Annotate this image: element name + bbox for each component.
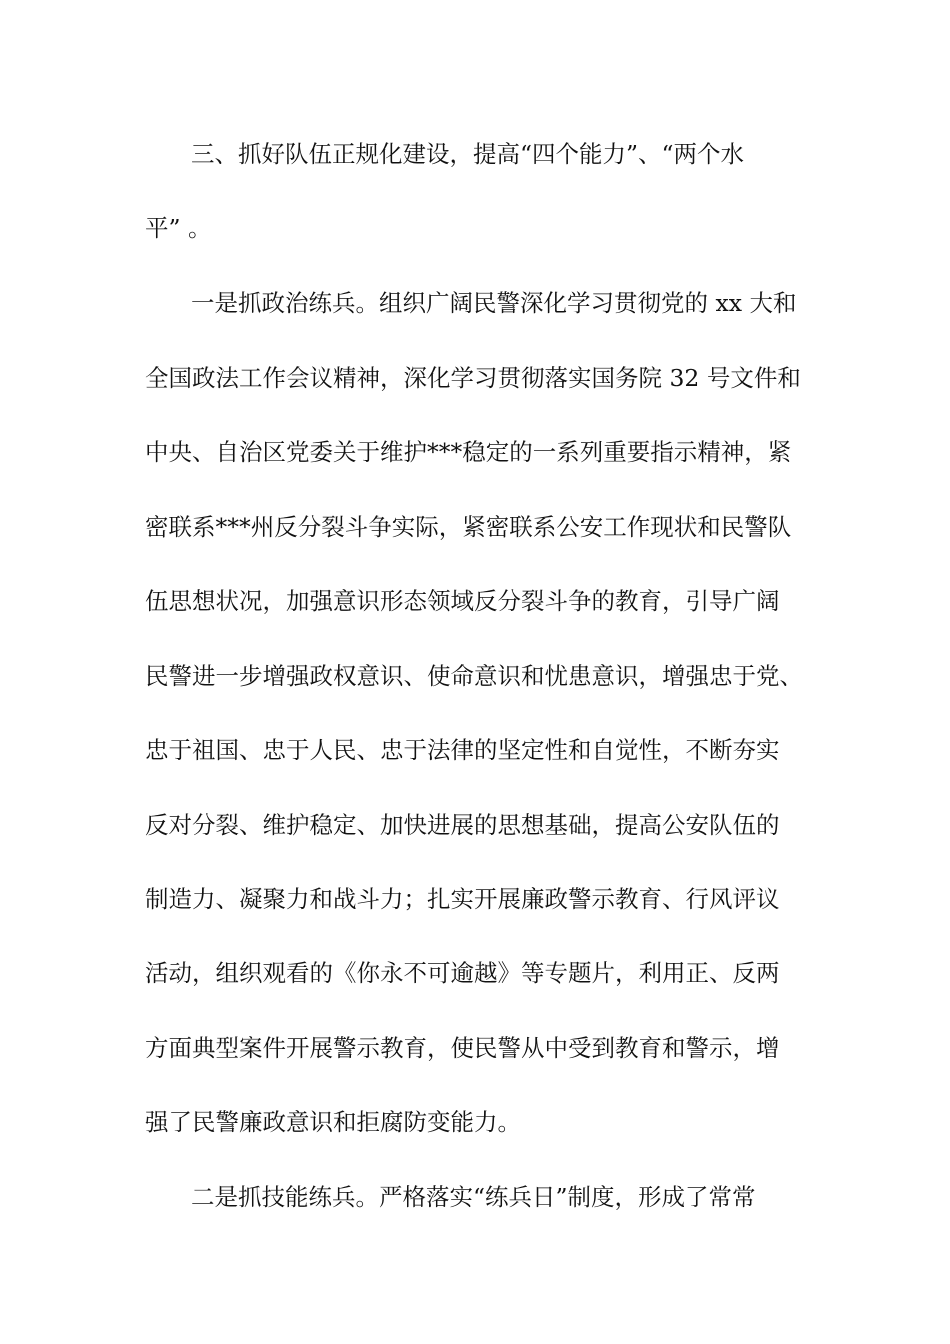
paragraph-1-line-11: 方面典型案件开展警示教育，使民警从中受到教育和警示，增: [145, 1034, 780, 1062]
paragraph-1-line-12: 强了民警廉政意识和拒腐防变能力。: [145, 1108, 521, 1136]
paragraph-1-line-4: 密联系***州反分裂斗争实际，紧密联系公安工作现状和民警队: [145, 513, 792, 541]
paragraph-1-line-1: 一是抓政治练兵。组织广阔民警深化学习贯彻党的 xx 大和: [191, 289, 797, 317]
paragraph-1-line-5: 伍思想状况，加强意识形态领域反分裂斗争的教育，引导广阔: [145, 587, 780, 615]
section-heading-line-2: 平” 。: [145, 214, 212, 242]
paragraph-1-line-10: 活动，组织观看的《你永不可逾越》等专题片，利用正、反两: [145, 959, 780, 987]
paragraph-2-line-1: 二是抓技能练兵。严格落实“练兵日”制度，形成了常常: [191, 1183, 756, 1211]
paragraph-1-line-9: 制造力、凝聚力和战斗力；扎实开展廉政警示教育、行风评议: [145, 885, 780, 913]
paragraph-1-line-3: 中央、自治区党委关于维护***稳定的一系列重要指示精神，紧: [145, 438, 792, 466]
paragraph-1-line-2: 全国政法工作会议精神，深化学习贯彻落实国务院 32 号文件和: [145, 364, 801, 392]
paragraph-1-line-7: 忠于祖国、忠于人民、忠于法律的坚定性和自觉性，不断夯实: [145, 736, 780, 764]
section-heading-line-1: 三、抓好队伍正规化建设，提高“四个能力”、“两个水: [191, 140, 745, 168]
paragraph-1-line-8: 反对分裂、维护稳定、加快进展的思想基础，提高公安队伍的: [145, 811, 780, 839]
paragraph-1-line-6: 民警进一步增强政权意识、使命意识和忧患意识，增强忠于党、: [145, 662, 803, 690]
